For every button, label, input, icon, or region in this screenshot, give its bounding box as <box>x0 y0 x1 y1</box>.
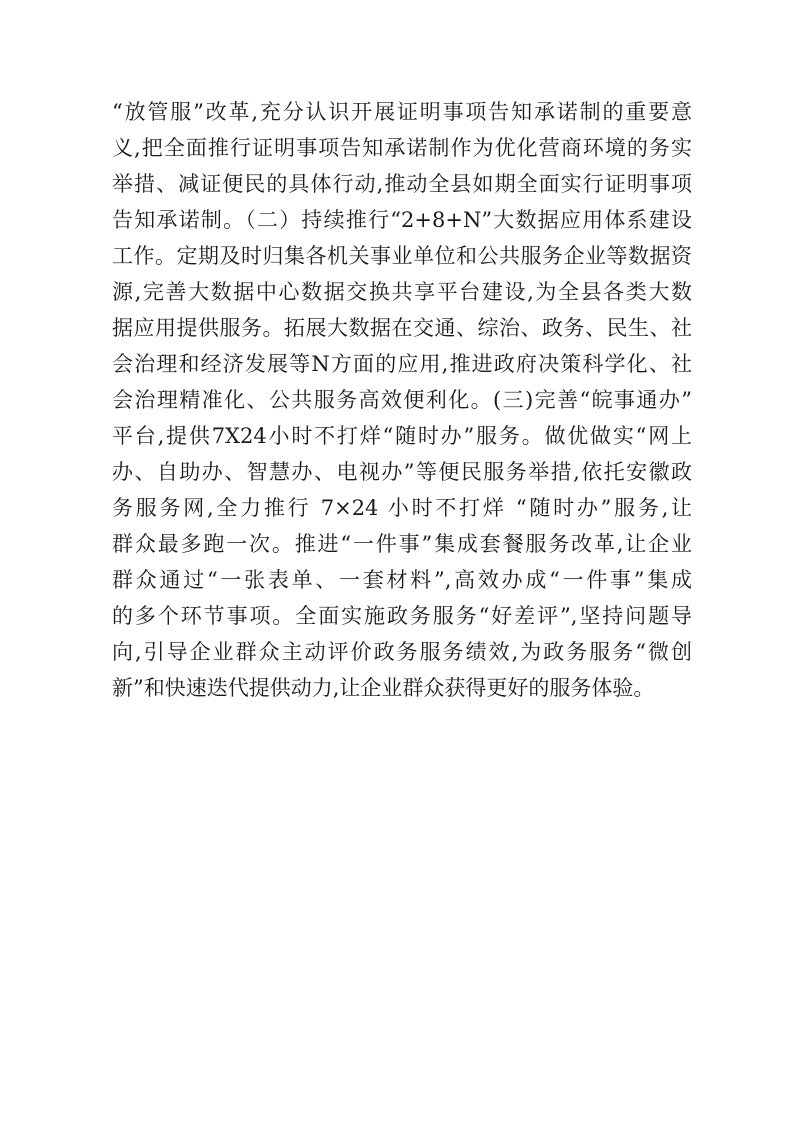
text-line: 会治理精准化、公共服务高效便利化。(三)完善“皖事通办” <box>112 388 692 412</box>
text-line: 新”和快速迭代提供动力,让企业群众获得更好的服务体验。 <box>112 676 655 700</box>
text-line: 举措、减证便民的具体行动,推动全县如期全面实行证明事项 <box>112 172 692 196</box>
text-line: 群众最多跑一次。推进“一件事”集成套餐服务改革,让企业 <box>112 532 692 556</box>
text-line: 平台,提供7X24小时不打烊“随时办”服务。做优做实“网上 <box>112 424 692 448</box>
body-text <box>112 94 692 706</box>
text-line: 义,把全面推行证明事项告知承诺制作为优化营商环境的务实 <box>112 136 692 160</box>
text-line: 的多个环节事项。全面实施政务服务“好差评”,坚持问题导 <box>112 604 692 628</box>
text-line: 务服务网,全力推行 7×24 小时不打烊 “随时办”服务,让 <box>112 496 692 520</box>
text-line: “放管服”改革,充分认识开展证明事项告知承诺制的重要意 <box>112 100 692 124</box>
text-line: 源,完善大数据中心数据交换共享平台建设,为全县各类大数 <box>112 280 692 304</box>
text-line: 告知承诺制。（二）持续推行“2+8+N”大数据应用体系建设 <box>112 208 692 232</box>
text-line: 会治理和经济发展等N方面的应用,推进政府决策科学化、社 <box>112 352 692 376</box>
text-line: 据应用提供服务。拓展大数据在交通、综治、政务、民生、社 <box>112 316 692 340</box>
text-line: 办、自助办、智慧办、电视办”等便民服务举措,依托安徽政 <box>112 460 692 484</box>
text-line: 向,引导企业群众主动评价政务服务绩效,为政务服务“微创 <box>112 640 692 664</box>
text-line: 工作。定期及时归集各机关事业单位和公共服务企业等数据资 <box>112 244 692 268</box>
text-line: 群众通过“一张表单、一套材料”,高效办成“一件事”集成 <box>112 568 692 592</box>
